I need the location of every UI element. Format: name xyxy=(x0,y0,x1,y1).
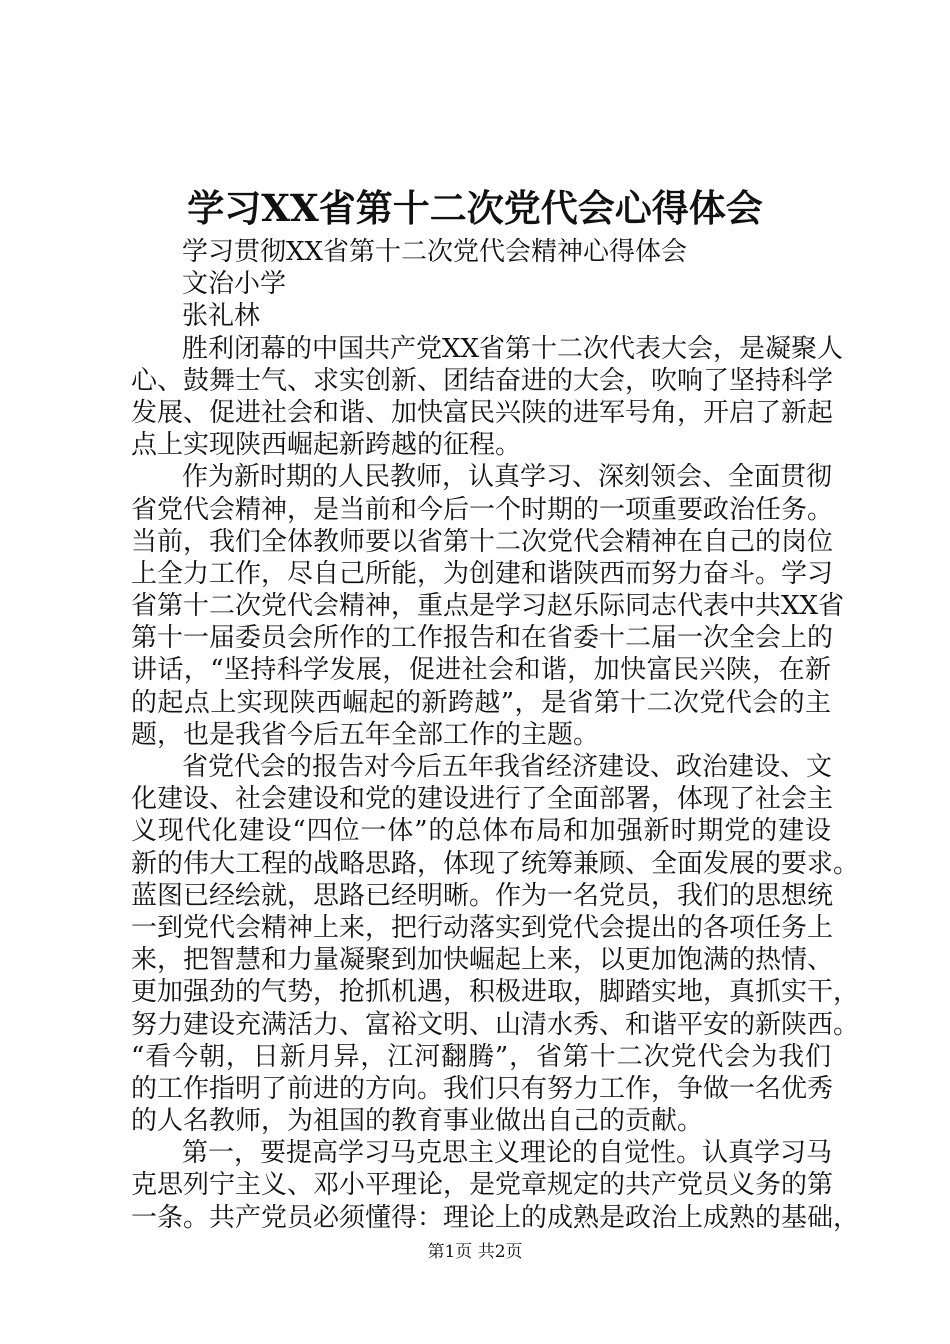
paragraph-line: 第十一届委员会所作的工作报告和在省委十二届一次全会上的 xyxy=(131,623,834,654)
paragraph-line: 更加强劲的气势，抢抓机遇，积极进取，脚踏实地，真抓实干， xyxy=(131,977,860,1008)
paragraph-line: 化建设、社会建设和党的建设进行了全面部署，体现了社会主 xyxy=(131,784,834,815)
paragraph-line: 的人名教师，为祖国的教育事业做出自己的贡献。 xyxy=(131,1106,704,1137)
paragraph-line: 蓝图已经绘就，思路已经明晰。作为一名党员，我们的思想统 xyxy=(131,880,834,911)
paragraph-line: 克思列宁主义、邓小平理论，是党章规定的共产党员义务的第 xyxy=(131,1170,834,1201)
paragraph-line: 第一，要提高学习马克思主义理论的自觉性。认真学习马 xyxy=(182,1138,833,1169)
document-body xyxy=(131,236,860,1234)
paragraph-line: 题，也是我省今后五年全部工作的主题。 xyxy=(131,719,600,750)
paragraph-line: 点上实现陕西崛起新跨越的征程。 xyxy=(131,430,522,461)
paragraph-line: 的起点上实现陕西崛起的新跨越”，是省第十二次党代会的主 xyxy=(131,687,831,718)
paragraph-line: 义现代化建设“四位一体”的总体布局和加强新时期党的建设 xyxy=(131,816,831,847)
paragraph-line: 省第十二次党代会精神，重点是学习赵乐际同志代表中共XX省 xyxy=(131,591,845,622)
paragraph-line: 胜利闭幕的中国共产党XX省第十二次代表大会，是凝聚人 xyxy=(182,333,844,364)
paragraph-line: 讲话，“坚持科学发展，促进社会和谐，加快富民兴陕，在新 xyxy=(131,655,831,686)
paragraph-line: 的工作指明了前进的方向。我们只有努力工作，争做一名优秀 xyxy=(131,1073,834,1104)
paragraph-line: 一条。共产党员必须懂得：理论上的成熟是政治上成熟的基础， xyxy=(131,1202,860,1233)
paragraph-line: 发展、促进社会和谐、加快富民兴陕的进军号角，开启了新起 xyxy=(131,397,834,428)
paragraph-line: 当前，我们全体教师要以省第十二次党代会精神在自己的岗位 xyxy=(131,526,834,557)
author-name: 张礼林 xyxy=(182,301,261,332)
paragraph-line: 省党代会精神，是当前和今后一个时期的一项重要政治任务。 xyxy=(131,494,834,525)
document-subtitle: 学习贯彻XX省第十二次党代会精神心得体会 xyxy=(182,237,688,267)
paragraph-line: 上全力工作，尽自己所能，为创建和谐陕西而努力奋斗。学习 xyxy=(131,558,834,589)
document-title: 学习XX省第十二次党代会心得体会 xyxy=(187,186,763,230)
page-footer: 第1页 共2页 xyxy=(427,1242,523,1262)
paragraph-line: “看今朝，日新月异，江河翻腾”，省第十二次党代会为我们 xyxy=(131,1041,831,1072)
paragraph-line: 作为新时期的人民教师，认真学习、深刻领会、全面贯彻 xyxy=(182,462,833,493)
school-name: 文治小学 xyxy=(182,269,287,300)
paragraph-line: 来，把智慧和力量凝聚到加快崛起上来，以更加饱满的热情、 xyxy=(131,945,834,976)
paragraph-line: 新的伟大工程的战略思路，体现了统筹兼顾、全面发展的要求。 xyxy=(131,848,860,879)
paragraph-line: 省党代会的报告对今后五年我省经济建设、政治建设、文 xyxy=(182,752,833,782)
paragraph-line: 一到党代会精神上来，把行动落实到党代会提出的各项任务上 xyxy=(131,912,834,943)
paragraph-line: 努力建设充满活力、富裕文明、山清水秀、和谐平安的新陕西。 xyxy=(131,1009,860,1040)
paragraph-line: 心、鼓舞士气、求实创新、团结奋进的大会，吹响了坚持科学 xyxy=(131,365,834,396)
